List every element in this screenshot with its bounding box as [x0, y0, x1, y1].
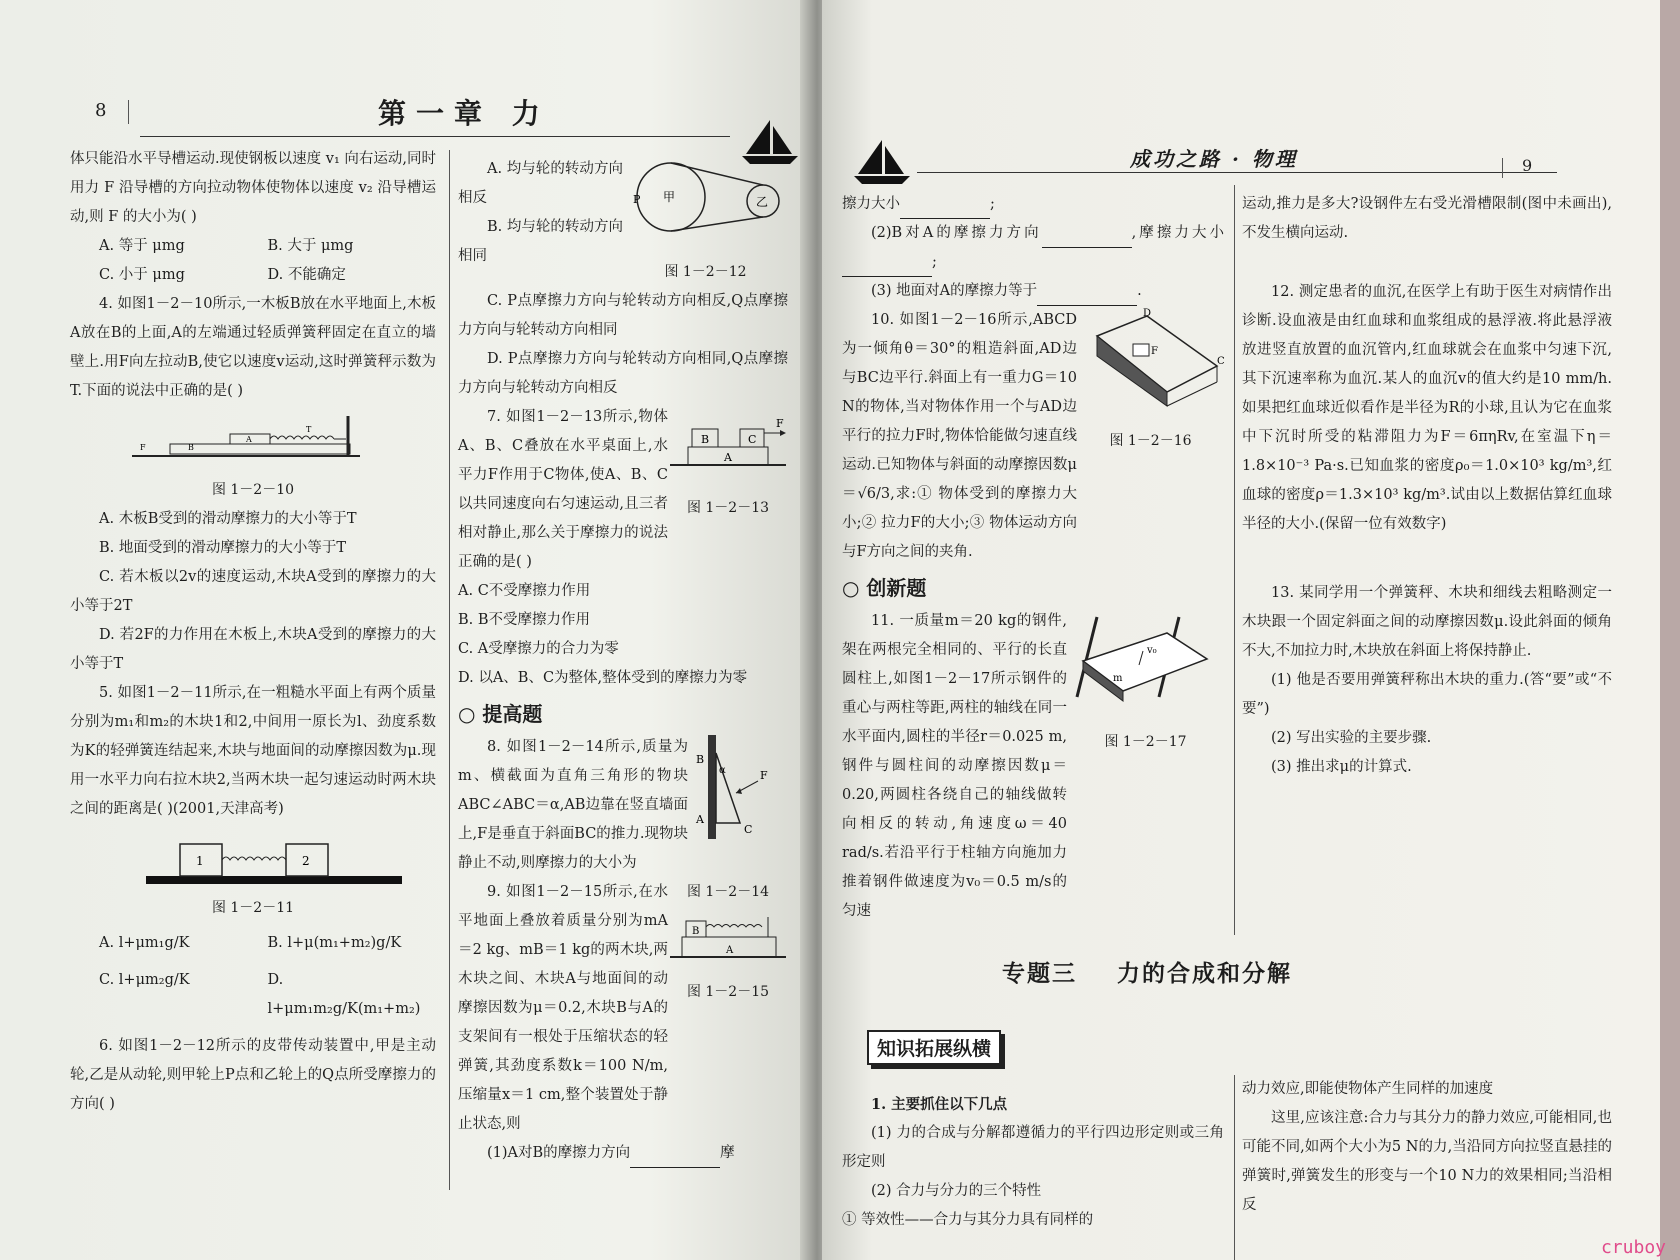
fig13-label-c: C: [748, 433, 757, 446]
question-11-text: 11. 一质量m＝20 kg的钢件,架在两根完全相同的、平行的长直圆柱上,如图1－2－17所示钢件的重心与两柱等距,两柱的轴线在同一水平面内,圆柱的半径r＝0.025 m,钢件与圆柱间的动摩擦因数μ＝0.20,两圆柱各绕自己的轴线做转向相反的转动,角速度ω＝40 rad/s.若沿平行于柱轴方向施加力推着钢件做速度为v₀＝0.5 m/s的匀速: [842, 613, 1067, 919]
q6-option-a: A. 均与轮的转动方向相反: [458, 161, 623, 206]
fig12-label-p: P: [633, 193, 641, 206]
lower-column-2: [1242, 1075, 1612, 1220]
knowledge-box-label: 知识拓展纵横: [867, 1030, 1001, 1065]
fig14-label-alpha: α: [719, 765, 726, 776]
fig10-label-f: F: [140, 443, 146, 452]
right-page: [822, 0, 1660, 1260]
question-9-text: 9. 如图1－2－15所示,在水平地面上叠放着质量分别为mA＝2 kg、mB＝1 kg的两木块,两木块之间、木块A与地面间的动摩擦因数为μ＝0.2,木块B与A的支架间有一根处于压缩状态的轻弹簧,其劲度系数k＝100 N/m,压缩量x＝1 cm,整个装置处于静止状态,则: [458, 884, 668, 1132]
question-8-text: 8. 如图1－2－14所示,质量为m、横截面为直角三角形的物块ABC∠ABC＝α,AB边靠在竖直墙面上,F是垂直于斜面BC的推力.现物块静止不动,则摩擦力的大小为: [458, 739, 688, 871]
figure-1-2-12: [623, 155, 788, 247]
left-column-2: [458, 155, 788, 1168]
question-9-part-1: (1)A对B的摩擦力方向 摩: [458, 1139, 788, 1168]
figure-1-2-17: [1067, 607, 1224, 717]
lower-text-1: 动力效应,即能使物体产生同样的加速度: [1242, 1081, 1494, 1097]
figure-1-2-13: [668, 403, 788, 483]
figure-1-2-10: [70, 406, 436, 476]
q6-option-b: B. 均与轮的转动方向相同: [458, 219, 623, 264]
figure-1-2-13-caption: 图 1－2－13: [686, 500, 770, 516]
fig15-label-a: A: [726, 945, 734, 956]
point-1-sub-2: (2) 合力与分力的三个特性: [871, 1183, 1042, 1199]
q3-option-a: A. 等于 μmg: [99, 238, 185, 254]
question-13-part-3: (3) 推出求μ的计算式.: [1271, 759, 1412, 775]
fig15-label-b: B: [692, 926, 700, 937]
question-6-text: 6. 如图1－2－12所示的皮带传动装置中,甲是主动轮,乙是从动轮,则甲轮上P点和乙轮上的Q点所受摩擦力的方向( ): [70, 1038, 436, 1112]
header-rule-right: [917, 172, 1557, 173]
figure-1-2-14-caption: 图 1－2－14: [686, 884, 770, 900]
header-rule-left: [140, 136, 730, 137]
q3-option-c: C. 小于 μmg: [99, 267, 185, 283]
fig16-label-d: D: [1143, 308, 1152, 319]
column-divider-right: [1234, 185, 1235, 935]
point-1-sub-1: (1) 力的合成与分解都遵循力的平行四边形定则或三角形定则: [842, 1125, 1224, 1170]
fig14-label-c: C: [744, 823, 753, 836]
figure-1-2-11-caption: 图 1－2－11: [211, 900, 295, 916]
q5-option-c: C. l+μm₂g/K: [99, 972, 190, 988]
question-9-part-2: (2)B对A的摩擦力方向 ,摩擦力大小;: [842, 219, 1224, 277]
fig11-label-1: 1: [196, 854, 204, 868]
sailboat-icon: [852, 138, 912, 186]
figure-1-2-17-caption: 图 1－2－17: [1104, 734, 1187, 750]
figure-1-2-11: [70, 824, 436, 894]
figure-1-2-16-caption: 图 1－2－16: [1109, 433, 1192, 449]
page-number-left: 8: [95, 100, 107, 121]
section-innovation-heading: ○ 创新题: [842, 576, 927, 600]
circle-bullet-icon: ○: [458, 702, 483, 726]
fig12-label-yi: 乙: [756, 195, 769, 209]
figure-1-2-12-caption: 图 1－2－12: [664, 264, 747, 280]
header-divider-right: [1502, 158, 1503, 178]
fig14-label-a: A: [696, 813, 704, 826]
fig17-label-v0: v₀: [1147, 645, 1157, 656]
right-column-1: [842, 190, 1224, 926]
q7-option-b: B. B不受摩擦力作用: [458, 612, 591, 628]
q6-option-d: D. P点摩擦力方向与轮转动方向相同,Q点摩擦力方向与轮转动方向相反: [458, 351, 788, 396]
fig12-label-jia: 甲: [663, 190, 676, 204]
figure-1-2-15-caption: 图 1－2－15: [686, 984, 770, 1000]
question-5-text: 5. 如图1－2－11所示,在一粗糙水平面上有两个质量分别为m₁和m₂的木块1和2,中间用一原长为l、劲度系数为K的轻弹簧连结起来,木块与地面间的动摩擦因数为μ.现用一水平力向右拉木块2,当两木块一起匀速运动时两木块之间的距离是( )(2001,天津高考): [70, 685, 436, 817]
chapter-title: 第一章 力: [378, 97, 550, 130]
fig14-label-f: F: [760, 769, 768, 782]
figure-1-2-16: [1077, 306, 1224, 416]
q3-option-d: D. 不能确定: [267, 267, 346, 283]
figure-1-2-15: [668, 907, 788, 967]
header-divider: [128, 100, 129, 124]
question-13-part-2: (2) 写出实验的主要步骤.: [1271, 730, 1432, 746]
lower-text-2: 这里,应该注意:合力与其分力的静力效应,可能相同,也可能不同,如两个大小为5 N的力,当沿同方向拉竖直悬挂的弹簧时,弹簧发生的形变与一个10 N力的效果相同;当沿相反: [1242, 1110, 1612, 1213]
q4-option-c: C. 若木板以2v的速度运动,木块A受到的摩擦力的大小等于2T: [70, 569, 436, 614]
right-column-2: [1242, 190, 1612, 782]
fig16-label-f: F: [1151, 346, 1158, 357]
point-1: 1. 主要抓住以下几点: [871, 1096, 1008, 1113]
q5-option-b: B. l+μ(m₁+m₂)g/K: [267, 935, 402, 951]
fig10-label-b: B: [188, 443, 194, 452]
section-improve-heading: ○ 提高题: [458, 702, 543, 726]
lower-column-1: [842, 1090, 1224, 1235]
topic-title: 专题三 力的合成和分解: [1002, 960, 1293, 987]
point-1-sub-2-item: ① 等效性——合力与其分力具有同样的: [842, 1212, 1094, 1228]
question-4-text: 4. 如图1－2－10所示,一木板B放在水平地面上,木板A放在B的上面,A的左端通过轻质弹簧秤固定在直立的墙壁上.用F向左拉动B,使它以速度v运动,这时弹簧秤示数为T.下面的说法中正确的是( ): [70, 296, 436, 399]
question-10-text: 10. 如图1－2－16所示,ABCD为一倾角θ＝30°的粗造斜面,AD边与BC边平行.斜面上有一重力G＝10 N的物体,当对物体作用一个与AD边平行的拉力F时,物体恰能做匀速直线运动.已知物体与斜面的动摩擦因数μ＝√6/3,求:① 物体受到的摩擦力大小;② 拉力F的大小;③ 物体运动方向与F方向之间的夹角.: [842, 312, 1077, 560]
figure-1-2-10-caption: 图 1－2－10: [211, 482, 295, 498]
page-number-right: 9: [1522, 156, 1533, 175]
q4-option-b: B. 地面受到的滑动摩擦力的大小等于T: [99, 540, 347, 556]
question-13-part-1: (1) 他是否要用弹簧秤称出木块的重力.(答“要”或“不要”): [1242, 672, 1612, 717]
q3-option-b: B. 大于 μmg: [267, 238, 354, 254]
q5-option-d: D. l+μm₁m₂g/K(m₁+m₂): [267, 972, 421, 1017]
book-title: 成功之路 · 物理: [1130, 147, 1298, 171]
question-12-text: 12. 测定患者的血沉,在医学上有助于医生对病情作出诊断.设血液是由红血球和血浆组成的悬浮液.将此悬浮液放进竖直放置的血沉管内,红血球就会在血浆中匀速下沉,其下沉速率称为血沉.某人的血沉v的值大约是10 mm/h.如果把红血球近似看作是半径为R的小球,且认为它在血浆中下沉时所受的粘滞阻力为F＝6πηRv,在室温下η＝1.8×10⁻³ Pa·s.已知血浆的密度ρ₀＝1.0×10³ kg/m³,红血球的密度ρ＝1.3×10³ kg/m³.试由以上数据估算红血球半径的大小.(保留一位有效数字): [1242, 284, 1612, 532]
fig17-label-m: m: [1113, 673, 1123, 684]
column-divider-lower: [1234, 1075, 1235, 1260]
left-column-1: [70, 145, 436, 1119]
fig10-label-t: T: [306, 425, 312, 434]
fig13-label-f: F: [776, 417, 784, 430]
question-13-text: 13. 某同学用一个弹簧秤、木块和细线去粗略测定一木块跟一个固定斜面之间的动摩擦因数μ.设此斜面的倾角不大,不加拉力时,木块放在斜面上将保持静止.: [1242, 585, 1612, 659]
left-page: [0, 0, 812, 1260]
column-divider-left: [449, 150, 450, 1190]
fig13-label-b: B: [701, 433, 710, 446]
q7-option-a: A. C不受摩擦力作用: [458, 583, 591, 599]
figure-1-2-14: [688, 733, 788, 843]
q7-option-d: D. 以A、B、C为整体,整体受到的摩擦力为零: [458, 670, 748, 686]
fig14-label-b: B: [696, 753, 705, 766]
q4-option-a: A. 木板B受到的滑动摩擦力的大小等于T: [99, 511, 357, 527]
question-9-part-3: (3) 地面对A的摩擦力等于 .: [842, 277, 1224, 306]
watermark: cruboy: [1600, 1237, 1666, 1258]
question-9-part-1-cont: 擦力大小 ;: [842, 190, 1224, 219]
question-7-text: 7. 如图1－2－13所示,物体A、B、C叠放在水平桌面上,水平力F作用于C物体,使A、B、C以共同速度向右匀速运动,且三者相对静止,那么关于摩擦力的说法正确的是( ): [458, 409, 668, 570]
question-11-cont: 运动,推力是多大?设钢件左右受光滑槽限制(图中未画出),不发生横向运动.: [1242, 196, 1612, 241]
q5-option-a: A. l+μm₁g/K: [99, 935, 190, 951]
q6-option-c: C. P点摩擦力方向与轮转动方向相反,Q点摩擦力方向与轮转动方向相同: [458, 293, 788, 338]
fig11-label-2: 2: [302, 854, 310, 868]
fig10-label-a: A: [246, 435, 252, 444]
q7-option-c: C. A受摩擦力的合力为零: [458, 641, 619, 657]
q4-option-d: D. 若2F的力作用在木板上,木块A受到的摩擦力的大小等于T: [70, 627, 436, 672]
circle-bullet-icon: ○: [842, 576, 867, 600]
fig16-label-c: C: [1217, 356, 1224, 367]
fig13-label-a: A: [724, 451, 732, 464]
question-3-text: 体只能沿水平导槽运动.现使钢板以速度 v₁ 向右运动,同时用力 F 沿导槽的方向拉动物体使物体以速度 v₂ 沿导槽运动,则 F 的大小为( ): [70, 151, 436, 225]
